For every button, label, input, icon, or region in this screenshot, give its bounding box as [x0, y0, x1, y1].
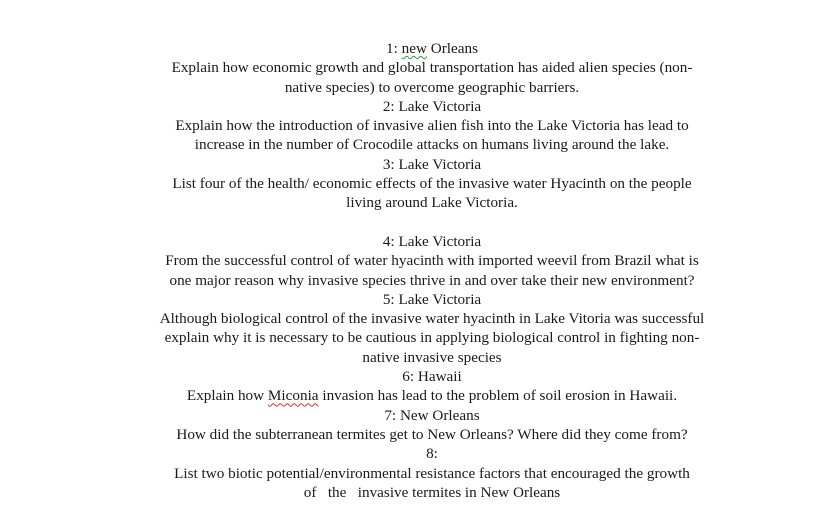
question-2-heading: 2: Lake Victoria	[382, 97, 482, 115]
question-4-line-1: From the successful control of water hyacinth with imported weevil from Brazil what is	[165, 252, 699, 270]
question-2-line-2: increase in the number of Crocodile attacks on humans living around the lake.	[194, 136, 670, 154]
question-5-line-2: explain why it is necessary to be cautious in applying biological control in fighting non-	[164, 329, 700, 347]
question-5-line-3: native invasive species	[362, 348, 502, 366]
question-3-heading: 3: Lake Victoria	[382, 155, 482, 173]
spelling-flagged-word: Miconia	[267, 387, 319, 405]
question-8-heading: 8:	[426, 445, 438, 463]
grammar-flagged-word: new	[401, 40, 427, 57]
question-4-line-2: one major reason why invasive species thrive in and over take their new environment?	[169, 271, 695, 289]
question-1-place: Orleans	[430, 40, 478, 57]
question-7-heading: 7: New Orleans	[384, 406, 480, 424]
question-7-line-1: How did the subterranean termites get to New Orleans? Where did they come from?	[176, 425, 688, 443]
question-6-text-end: invasion has lead to the problem of soil erosion in Hawaii.	[322, 387, 678, 405]
question-6-line-1	[0, 386, 840, 405]
question-4-heading: 4: Lake Victoria	[382, 232, 482, 250]
question-6-heading: 6: Hawaii	[402, 368, 462, 386]
question-1-number: 1:	[386, 40, 398, 57]
blank-line	[0, 213, 840, 232]
question-6-text-start: Explain how	[186, 387, 265, 405]
question-1-line-1: Explain how economic growth and global transportation has aided alien species (non-	[171, 59, 693, 77]
question-5-heading: 5: Lake Victoria	[382, 290, 482, 308]
question-5-line-1: Although biological control of the invasive water hyacinth in Lake Vitoria was successful	[159, 310, 705, 328]
question-2-line-1: Explain how the introduction of invasive alien fish into the Lake Victoria has lead to	[175, 117, 689, 135]
question-3-line-1: List four of the health/ economic effects of the invasive water Hyacinth on the people	[172, 175, 692, 193]
question-8-line-1: List two biotic potential/environmental resistance factors that encouraged the growth	[174, 464, 690, 482]
document-body	[0, 39, 840, 502]
question-3-line-2: living around Lake Victoria.	[346, 194, 518, 212]
question-8-line-2: of the invasive termites in New Orleans	[303, 483, 561, 501]
question-1-line-2: native species) to overcome geographic barriers.	[284, 78, 580, 96]
question-1-heading	[0, 39, 840, 58]
